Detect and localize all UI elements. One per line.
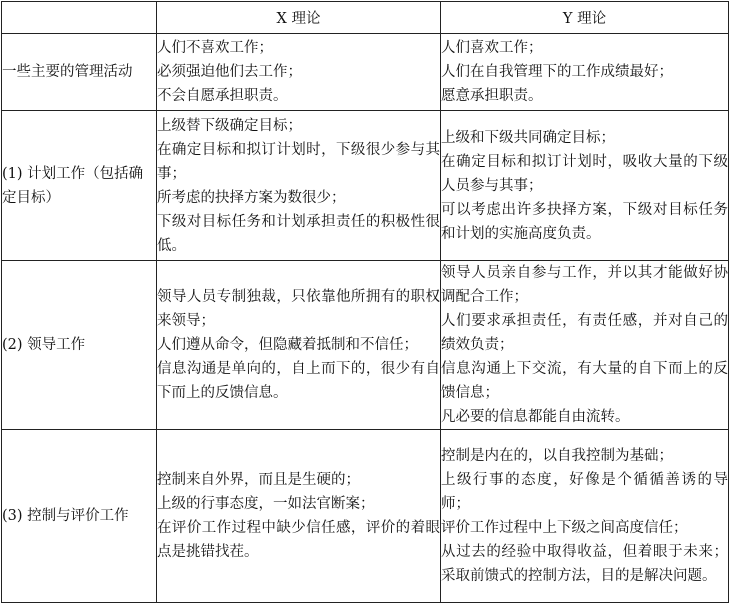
cell-line: 下级对目标任务和计划承担责任的积极性很低。	[157, 213, 440, 254]
header-activity	[2, 2, 157, 34]
cell-line: 上级的行事态度，一如法官断案；	[157, 496, 375, 512]
cell-line: 评价工作过程中上下级之间高度信任；	[441, 520, 688, 536]
cell-line: 人们在自我管理下的工作成绩最好；	[441, 64, 673, 80]
cell-line: 可以考虑出许多抉择方案，下级对目标任务和计划的实施高度负责。	[441, 201, 728, 242]
header-y-theory: Y 理论	[441, 2, 729, 34]
cell-line: 人们遵从命令，但隐藏着抵制和不信任；	[157, 337, 418, 353]
x-theory-cell	[157, 34, 441, 111]
cell-line: 人们要求承担责任，有责任感，并对自己的绩效负责；	[441, 313, 728, 353]
table-row	[2, 430, 729, 603]
row-label: (2) 领导工作	[2, 261, 157, 430]
x-theory-cell	[157, 430, 441, 603]
row-label: 一些主要的管理活动	[2, 34, 157, 111]
x-theory-cell	[157, 111, 441, 261]
table-row	[2, 111, 729, 261]
header-x-theory: X 理论	[157, 2, 441, 34]
cell-line: 在确定目标和拟订计划时，吸收大量的下级人员参与其事；	[441, 153, 728, 194]
cell-line: 上级行事的态度，好像是个循循善诱的导师；	[441, 472, 728, 512]
cell-line: 控制来自外界，而且是生硬的；	[157, 472, 360, 488]
row-label: (1) 计划工作（包括确定目标）	[2, 111, 157, 261]
y-theory-cell	[441, 111, 729, 261]
cell-line: 从过去的经验中取得收益，但着眼于未来；采取前馈式的控制方法，目的是解决问题。	[441, 544, 728, 584]
cell-line: 上级和下级共同确定目标；	[441, 129, 615, 146]
theory-comparison-table	[1, 1, 729, 603]
table-row	[2, 261, 729, 430]
cell-line: 在确定目标和拟订计划时，下级很少参与其事；	[157, 141, 440, 182]
cell-line: 凡必要的信息都能自由流转。	[441, 409, 630, 425]
cell-line: 不会自愿承担职责。	[157, 88, 288, 104]
table-row	[2, 34, 729, 111]
cell-line: 控制是内在的，以自我控制为基础；	[441, 448, 673, 464]
cell-line: 必须强迫他们去工作；	[157, 64, 302, 80]
y-theory-cell	[441, 261, 729, 430]
y-theory-cell	[441, 34, 729, 111]
y-theory-cell	[441, 430, 729, 603]
cell-line: 愿意承担职责。	[441, 88, 543, 104]
cell-line: 上级替下级确定目标；	[157, 117, 302, 134]
x-theory-cell	[157, 261, 441, 430]
cell-line: 领导人员专制独裁，只依靠他所拥有的职权来领导；	[157, 289, 440, 329]
header-row	[2, 2, 729, 34]
cell-line: 领导人员亲自参与工作，并以其才能做好协调配合工作；	[441, 265, 728, 305]
cell-line: 人们不喜欢工作；	[157, 40, 273, 56]
cell-line: 信息沟通是单向的，自上而下的，很少有自下而上的反馈信息。	[157, 361, 440, 401]
cell-line: 在评价工作过程中缺少信任感，评价的着眼点是挑错找茬。	[157, 520, 440, 560]
row-label: (3) 控制与评价工作	[2, 430, 157, 603]
cell-line: 所考虑的抉择方案为数很少；	[157, 189, 346, 206]
cell-line: 信息沟通上下交流，有大量的自下而上的反馈信息；	[441, 361, 728, 401]
cell-line: 人们喜欢工作；	[441, 40, 543, 56]
